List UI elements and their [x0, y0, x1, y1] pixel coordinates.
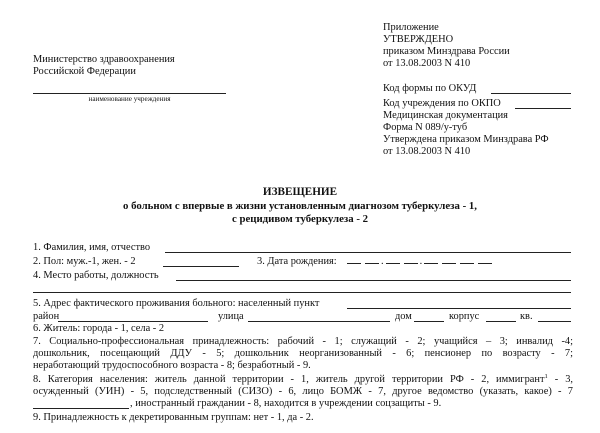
other-agency-field[interactable]	[33, 408, 129, 409]
birth-date-field[interactable]	[345, 256, 494, 267]
ministry-line2: Российской Федерации	[33, 66, 136, 77]
field-8-line1	[33, 374, 573, 385]
field-7-line1: 7. Социально-профессиональная принадлежность: рабочий - 1; служащий - 2; учащийся – 3; инвалид -4;	[33, 336, 573, 347]
okud-label: Код формы по ОКУД	[383, 83, 477, 94]
field-2-label: 2. Пол: муж.-1, жен. - 2	[33, 256, 136, 267]
birth-day-2[interactable]	[365, 263, 379, 264]
birth-month-2[interactable]	[404, 263, 418, 264]
field-7-line3: неработающий трудоспособного возраста - 8; безработный - 9.	[33, 360, 311, 371]
date-separator: .	[419, 256, 423, 267]
field-9-label: 9. Принадлежность к декретированным группам: нет - 1, да - 2.	[33, 412, 314, 423]
okpo-label: Код учреждения по ОКПО	[383, 98, 501, 109]
building-label: корпус	[449, 311, 480, 322]
approved-date-label: от 13.08.2003 N 410	[383, 146, 471, 157]
field-8-line2: осужденный (УИН) - 5, подследственный (СИЗО) - 6, лицо БОМЖ - 7, другое ведомство (указать, какое) - 7	[33, 386, 573, 397]
field-4-label: 4. Место работы, должность	[33, 270, 159, 281]
field-8-suffix: - 3,	[547, 374, 573, 385]
institution-caption: наименование учреждения	[88, 95, 171, 103]
street-label: улица	[218, 311, 244, 322]
birth-year-4[interactable]	[478, 263, 492, 264]
appendix-label: Приложение	[383, 22, 439, 33]
building-field[interactable]	[486, 321, 516, 322]
birth-month-1[interactable]	[386, 263, 400, 264]
district-label: район	[33, 311, 60, 322]
approved-label: УТВЕРЖДЕНО	[383, 34, 454, 45]
sex-field[interactable]	[163, 266, 239, 267]
order-line1: приказом Минздрава России	[383, 46, 510, 57]
birth-year-1[interactable]	[424, 263, 438, 264]
field-8-line3: , иностранный граждании - 8, находится в учреждении соцзащиты - 9.	[130, 398, 442, 409]
field-7-line2: дошкольник, посещающий ДДУ - 5; дошкольник неорганизованный - 6; пенсионер по возрасту - 7;	[33, 348, 573, 359]
field-6-label: 6. Житель: города - 1, села - 2	[33, 323, 165, 334]
birth-year-3[interactable]	[460, 263, 474, 264]
doc-subtitle-2: с рецидивом туберкулеза - 2	[231, 213, 369, 225]
street-field[interactable]	[248, 321, 390, 322]
house-label: дом	[395, 311, 412, 322]
footnote-marker: 1	[544, 373, 548, 380]
okpo-field[interactable]	[515, 108, 571, 109]
apartment-field[interactable]	[538, 321, 571, 322]
okud-field[interactable]	[491, 93, 571, 94]
institution-name-line[interactable]	[33, 93, 226, 94]
apartment-label: кв.	[520, 311, 533, 322]
order-line2: от 13.08.2003 N 410	[383, 58, 471, 69]
field-3-label: 3. Дата рождения:	[257, 256, 337, 267]
full-name-field[interactable]	[165, 252, 571, 253]
field-1-label: 1. Фамилия, имя, отчество	[33, 242, 151, 253]
district-field[interactable]	[58, 321, 208, 322]
house-field[interactable]	[414, 321, 444, 322]
ministry-line1: Министерство здравоохранения	[33, 54, 175, 65]
workplace-field[interactable]	[176, 280, 571, 281]
med-doc-label: Медицинская документация	[383, 110, 508, 121]
date-separator: .	[381, 256, 384, 267]
field-5-label: 5. Адрес фактического проживания больного: населенный пункт	[33, 298, 320, 309]
birth-year-2[interactable]	[442, 263, 456, 264]
doc-title: ИЗВЕЩЕНИЕ	[262, 186, 338, 198]
field-8-text: 8. Категория населения: житель данной территории - 1, житель другой территории РФ - 2, иммигрант	[33, 374, 545, 385]
doc-subtitle-1: о больном с впервые в жизни установленным диагнозом туберкулеза - 1,	[123, 200, 477, 212]
workplace-field-line2[interactable]	[33, 292, 571, 293]
form-number: Форма N 089/у-туб	[383, 122, 468, 133]
birth-day-1[interactable]	[347, 263, 361, 264]
approved-order-label: Утверждена приказом Минздрава РФ	[383, 134, 549, 145]
settlement-field[interactable]	[347, 308, 571, 309]
